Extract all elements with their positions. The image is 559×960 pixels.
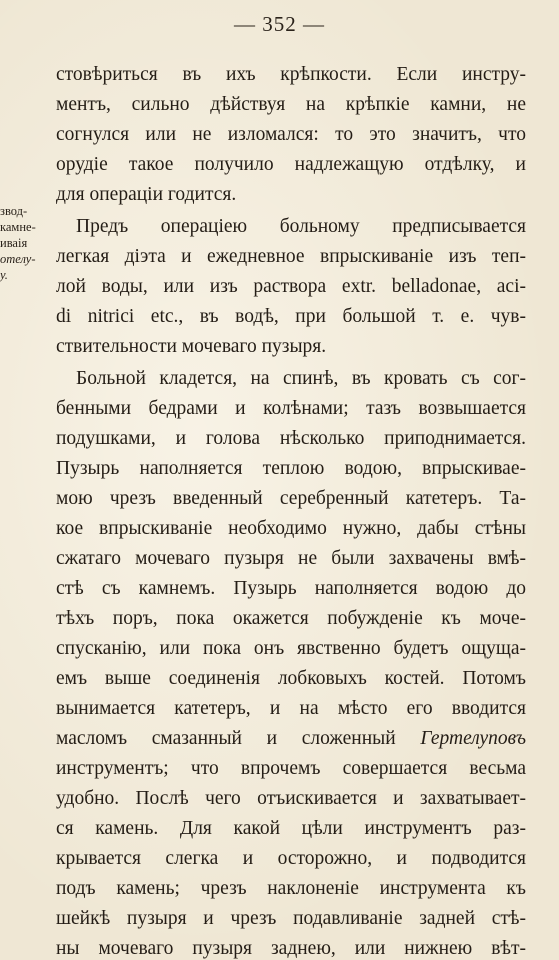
text-line: для операціи годится. — [56, 184, 237, 205]
text-fragment: масломъ смазанный и сложенный — [56, 728, 396, 749]
text-line: инструментъ; что впрочемъ совершается весьма — [56, 758, 526, 779]
text-line: крывается слегка и осторожно, и подводится — [56, 848, 526, 869]
text-line: легкая діэта и ежедневное впрыскиваніе изъ теп- — [56, 246, 526, 267]
page-number: — 352 — — [234, 12, 325, 36]
margin-note-line: отелу- — [0, 252, 36, 266]
text-line: шейкѣ пузыря и чрезъ подавливаніе задней стѣ- — [56, 908, 526, 929]
text-line: сжатаго мочеваго пузыря не были захвачены вмѣ- — [56, 548, 526, 569]
text-line: ны мочеваго пузыря заднею, или нижнею вѣт- — [56, 938, 526, 959]
text-line: удобно. Послѣ чего отъискивается и захватывает- — [56, 788, 526, 809]
text-line: di nitrici etc., въ водѣ, при большой т. е. чув- — [56, 306, 526, 327]
text-line: спусканію, или пока онъ явственно будетъ ощуща- — [56, 638, 526, 659]
text-line: стѣ съ камнемъ. Пузырь наполняется водою до — [56, 578, 526, 599]
text-line: бенными бедрами и колѣнами; тазъ возвышается — [56, 398, 526, 419]
text-line: подъ камень; чрезъ наклоненіе инструмента къ — [56, 878, 526, 899]
text-line: кое впрыскиваніе необходимо нужно, дабы стѣны — [56, 518, 526, 539]
text-line: емъ выше соединенія лобковыхъ костей. Потомъ — [56, 668, 526, 689]
text-line: ся камень. Для какой цѣли инструментъ раз- — [56, 818, 526, 839]
text-line: Пузырь наполняется теплою водою, впрыскивае- — [56, 458, 526, 479]
text-line: лой воды, или изъ раствора extr. belladonae, aci- — [56, 276, 526, 297]
italic-name: Гертелуповъ — [420, 728, 526, 749]
text-line: орудіе такое получило надлежащую отдѣлку, и — [56, 154, 526, 175]
text-line: стовѣриться въ ихъ крѣпкости. Если инстру- — [56, 64, 526, 85]
text-line: ментъ, сильно дѣйствуя на крѣпкіе камни, не — [56, 94, 526, 115]
margin-note-line: камне- — [0, 220, 36, 234]
text-line: согнулся или не изломался: то это значитъ, что — [56, 124, 526, 145]
text-line: подушками, и голова нѣсколько приподнимается. — [56, 428, 526, 449]
text-line: Больной кладется, на спинѣ, въ кровать съ сог- — [76, 368, 526, 389]
text-line: Предъ операціею больному предписывается — [76, 216, 526, 237]
text-line: ствительности мочеваго пузыря. — [56, 336, 327, 357]
margin-note-line: у. — [0, 268, 8, 282]
text-line — [56, 724, 526, 754]
text-line: вынимается катетеръ, и на мѣсто его вводится — [56, 698, 526, 719]
text-line: мою чрезъ введенный серебренный катетеръ. Та- — [56, 488, 526, 509]
margin-note-line: иваія — [0, 236, 28, 250]
margin-note-line: звод- — [0, 204, 28, 218]
text-line: тѣхъ поръ, пока окажется побужденіе къ моче- — [56, 608, 526, 629]
